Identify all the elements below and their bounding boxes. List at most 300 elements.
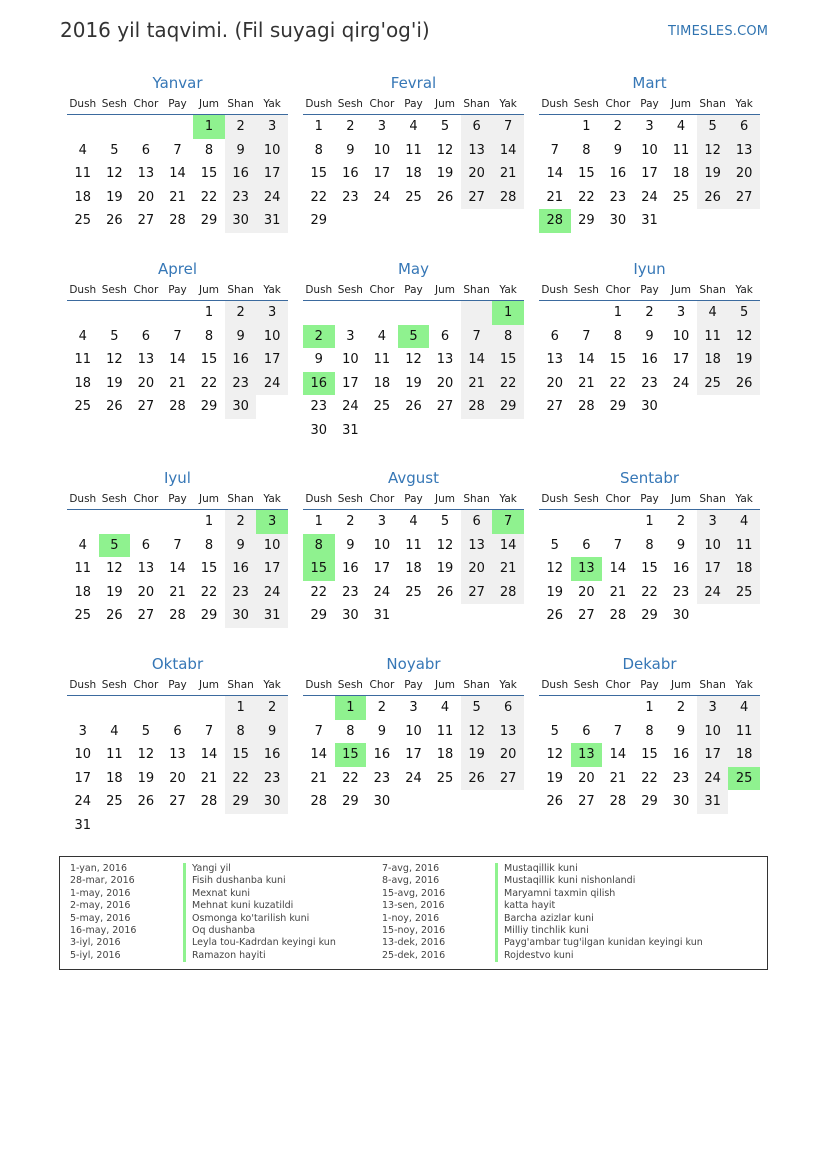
day-cell: 4: [728, 696, 760, 720]
day-cell: 15: [641, 747, 658, 762]
weekday-label: Dush: [305, 493, 333, 505]
day-cell: 22: [641, 770, 658, 786]
day-cell: 21: [609, 584, 627, 600]
weekday-label: Pay: [640, 493, 659, 505]
day-cell: 13: [492, 720, 524, 744]
weekday-label: Jum: [199, 98, 220, 110]
day-cell: 20: [461, 557, 493, 581]
day-cell: 8: [204, 537, 214, 553]
day-cell: 3: [256, 301, 288, 325]
holiday-name: Osmonga ko'tarilish kuni: [183, 913, 309, 925]
weekday-label: Sesh: [101, 284, 127, 296]
holiday-list-left: [70, 863, 336, 962]
day-cell: 12: [106, 166, 123, 181]
weekday-label: Shan: [463, 679, 490, 691]
holiday-name: Milliy tinchlik kuni: [495, 925, 589, 937]
day-cell: 21: [169, 375, 186, 391]
day-cell: 12: [436, 142, 454, 158]
day-cell: 28: [200, 794, 218, 809]
day-cell: 12: [137, 747, 155, 762]
day-cell: 25: [106, 794, 123, 809]
day-cell: 8: [314, 142, 323, 158]
empty-cell: [99, 115, 131, 139]
day-cell: 2: [377, 700, 387, 715]
month-noyabr: [303, 654, 524, 814]
day-cell: 30: [256, 790, 288, 814]
day-cell: 9: [613, 142, 623, 158]
day-cell: 6: [582, 723, 591, 739]
day-cell: 30: [641, 399, 658, 414]
day-cell: 17: [342, 375, 359, 391]
day-cell: 1: [613, 305, 623, 320]
day-cell: 1: [645, 514, 654, 529]
weekday-label: Dush: [541, 493, 569, 505]
empty-cell: [602, 510, 634, 534]
weekday-label: Shan: [699, 284, 726, 296]
empty-cell: [539, 115, 571, 139]
holiday-date: 1-noy, 2016: [382, 912, 440, 924]
month-name: Fevral: [390, 74, 437, 92]
day-cell: 18: [405, 561, 422, 576]
empty-cell: [539, 696, 571, 720]
holiday-date: 15-noy, 2016: [382, 924, 446, 936]
day-cell: 10: [373, 142, 391, 158]
weekday-label: Dush: [305, 284, 333, 296]
day-cell: 12: [728, 325, 760, 349]
weekday-label: Sesh: [337, 98, 363, 110]
day-cell: 15: [578, 166, 595, 181]
holiday-row: [382, 913, 703, 925]
holiday-row: [382, 875, 703, 887]
day-cell: 5: [697, 115, 729, 139]
holiday-day-cell: 25: [728, 767, 760, 791]
holiday-day-cell: 7: [492, 510, 524, 534]
day-cell: 29: [200, 213, 218, 228]
day-cell: 17: [373, 166, 391, 181]
day-cell: 3: [676, 305, 686, 320]
day-cell: 9: [256, 720, 288, 744]
day-cell: 4: [377, 328, 387, 344]
day-cell: 13: [546, 352, 564, 367]
empty-cell: [67, 510, 99, 534]
empty-cell: [162, 510, 194, 534]
day-cell: 4: [728, 510, 760, 534]
day-cell: 26: [461, 767, 493, 791]
weekday-label: Jum: [435, 679, 456, 691]
day-cell: 21: [461, 372, 493, 396]
holiday-name: Barcha azizlar kuni: [495, 913, 594, 925]
weekday-label: Pay: [168, 493, 187, 505]
day-cell: 19: [546, 584, 564, 600]
day-cell: 10: [672, 328, 690, 344]
day-cell: 10: [697, 720, 729, 744]
day-cell: 22: [200, 584, 218, 600]
day-cell: 23: [342, 189, 359, 205]
day-cell: 9: [377, 723, 387, 739]
day-cell: 15: [200, 352, 218, 367]
day-cell: 24: [697, 767, 729, 791]
day-cell: 19: [436, 166, 454, 181]
empty-cell: [130, 696, 162, 720]
day-cell: 30: [373, 794, 391, 809]
day-cell: 16: [256, 743, 288, 767]
day-cell: 29: [641, 608, 658, 623]
day-cell: 19: [106, 189, 123, 205]
weekday-label: Pay: [640, 679, 659, 691]
day-cell: 14: [169, 166, 186, 181]
weekday-label: Jum: [435, 493, 456, 505]
day-cell: 25: [74, 399, 92, 414]
weekday-label: Dush: [541, 679, 569, 691]
holiday-day-cell: 15: [335, 743, 367, 767]
day-cell: 16: [609, 166, 627, 181]
day-cell: 30: [225, 395, 257, 419]
day-cell: 23: [342, 584, 359, 600]
weekday-label: Chor: [605, 98, 631, 110]
day-cell: 13: [728, 139, 760, 163]
weekday-label: Shan: [227, 493, 254, 505]
empty-cell: [162, 301, 194, 325]
day-cell: 18: [373, 375, 391, 391]
day-cell: 12: [546, 747, 564, 762]
month-name: Mart: [632, 74, 667, 92]
day-cell: 27: [578, 608, 595, 623]
day-cell: 11: [728, 720, 760, 744]
day-cell: 6: [141, 328, 151, 344]
day-cell: 6: [582, 537, 591, 553]
day-cell: 26: [546, 608, 564, 623]
day-cell: 14: [492, 139, 524, 163]
weekday-header: [67, 674, 288, 696]
empty-cell: [303, 696, 335, 720]
day-cell: 12: [461, 720, 493, 744]
holiday-name: Fisih dushanba kuni: [183, 875, 286, 887]
holiday-name: Ramazon hayiti: [183, 950, 266, 962]
holiday-name: Payg'ambar tug'ilgan kunidan keyingi kun: [495, 937, 703, 949]
day-cell: 16: [672, 561, 690, 576]
day-cell: 18: [436, 747, 454, 762]
day-cell: 28: [310, 794, 328, 809]
day-cell: 7: [173, 537, 182, 553]
day-cell: 26: [436, 584, 454, 600]
weekday-label: Jum: [671, 284, 692, 296]
weekday-header: [539, 488, 760, 510]
day-cell: 10: [697, 534, 729, 558]
holiday-date: 28-mar, 2016: [70, 875, 135, 887]
day-cell: 21: [492, 162, 524, 186]
day-grid: [67, 115, 288, 233]
day-cell: 26: [436, 189, 454, 205]
day-cell: 9: [225, 325, 257, 349]
weekday-label: Shan: [227, 679, 254, 691]
day-cell: 25: [373, 399, 391, 414]
day-cell: 30: [672, 794, 690, 809]
month-name: Iyul: [164, 469, 191, 487]
day-cell: 10: [256, 139, 288, 163]
empty-cell: [571, 510, 603, 534]
weekday-label: Sesh: [101, 679, 127, 691]
day-grid: [539, 696, 760, 814]
day-cell: 26: [697, 186, 729, 210]
weekday-label: Pay: [404, 98, 423, 110]
day-cell: 24: [342, 399, 359, 414]
day-cell: 30: [310, 422, 328, 438]
day-cell: 2: [346, 514, 355, 529]
day-cell: 2: [256, 696, 288, 720]
day-cell: 19: [106, 584, 123, 600]
day-cell: 22: [492, 372, 524, 396]
holiday-row: [70, 863, 336, 875]
day-cell: 15: [609, 352, 627, 367]
day-cell: 6: [492, 696, 524, 720]
weekday-label: Shan: [463, 98, 490, 110]
day-cell: 4: [676, 119, 686, 134]
holiday-day-cell: 13: [571, 557, 603, 581]
day-cell: 1: [204, 514, 214, 529]
day-cell: 17: [697, 743, 729, 767]
day-cell: 13: [137, 166, 155, 181]
day-cell: 29: [225, 790, 257, 814]
weekday-label: Dush: [69, 98, 97, 110]
day-cell: 4: [78, 142, 87, 158]
page-title: 2016 yil taqvimi. (Fil suyagi qirg'og'i): [60, 18, 430, 42]
weekday-label: Sesh: [573, 284, 599, 296]
empty-cell: [67, 696, 99, 720]
day-cell: 1: [314, 119, 323, 134]
weekday-header: [303, 93, 524, 115]
day-cell: 30: [672, 608, 690, 623]
day-cell: 27: [461, 581, 493, 605]
month-name: Avgust: [388, 469, 439, 487]
day-cell: 26: [405, 399, 422, 414]
day-cell: 5: [728, 301, 760, 325]
empty-cell: [571, 696, 603, 720]
day-cell: 29: [342, 794, 359, 809]
weekday-label: Jum: [435, 284, 456, 296]
holiday-day-cell: 8: [303, 534, 335, 558]
day-cell: 15: [641, 561, 658, 576]
day-cell: 29: [609, 399, 627, 414]
day-cell: 20: [728, 162, 760, 186]
day-cell: 27: [728, 186, 760, 210]
empty-cell: [99, 696, 131, 720]
day-cell: 2: [346, 119, 355, 134]
weekday-label: Chor: [369, 493, 395, 505]
day-cell: 19: [697, 162, 729, 186]
day-cell: 7: [613, 723, 623, 739]
day-cell: 27: [461, 186, 493, 210]
holiday-date: 1-yan, 2016: [70, 863, 127, 874]
day-cell: 18: [74, 189, 92, 205]
day-grid: [303, 510, 524, 628]
weekday-label: Sesh: [337, 284, 363, 296]
weekday-header: [539, 674, 760, 696]
weekday-label: Yak: [735, 98, 753, 110]
day-cell: 2: [225, 301, 257, 325]
day-cell: 4: [110, 723, 119, 739]
day-cell: 25: [436, 770, 454, 786]
weekday-label: Pay: [168, 679, 187, 691]
day-cell: 15: [225, 743, 257, 767]
day-cell: 26: [728, 372, 760, 396]
weekday-label: Jum: [199, 493, 220, 505]
holiday-date: 5-iyl, 2016: [70, 949, 121, 961]
day-cell: 24: [373, 584, 391, 600]
day-cell: 21: [200, 770, 218, 786]
day-cell: 8: [582, 142, 591, 158]
day-cell: 24: [641, 189, 658, 205]
weekday-label: Chor: [605, 493, 631, 505]
day-cell: 3: [697, 696, 729, 720]
day-cell: 9: [346, 142, 355, 158]
holiday-name: katta hayit: [495, 900, 555, 912]
day-cell: 6: [461, 510, 493, 534]
empty-cell: [366, 301, 398, 325]
day-cell: 6: [141, 537, 151, 553]
day-cell: 21: [492, 557, 524, 581]
day-cell: 3: [645, 119, 654, 134]
weekday-label: Dush: [541, 284, 569, 296]
day-grid: [303, 696, 524, 814]
day-cell: 20: [578, 770, 595, 786]
holiday-name: Rojdestvo kuni: [495, 950, 574, 962]
day-cell: 27: [492, 767, 524, 791]
holiday-date: 3-iyl, 2016: [70, 937, 121, 949]
brand-link[interactable]: TIMESLES.COM: [668, 24, 769, 39]
day-grid: [303, 115, 524, 233]
day-cell: 29: [310, 213, 328, 228]
day-cell: 22: [200, 189, 218, 205]
weekday-label: Chor: [605, 284, 631, 296]
weekday-label: Sesh: [337, 493, 363, 505]
day-cell: 5: [110, 142, 119, 158]
month-name: May: [397, 260, 429, 278]
day-cell: 5: [550, 537, 559, 553]
holiday-row: [70, 913, 336, 925]
weekday-header: [67, 488, 288, 510]
weekday-label: Yak: [499, 493, 517, 505]
day-cell: 13: [461, 139, 493, 163]
weekday-label: Jum: [671, 493, 692, 505]
day-cell: 15: [310, 166, 328, 181]
empty-cell: [461, 301, 493, 325]
day-cell: 9: [225, 534, 257, 558]
day-cell: 18: [728, 743, 760, 767]
day-cell: 5: [141, 723, 151, 739]
day-cell: 30: [225, 604, 257, 628]
day-cell: 25: [405, 189, 422, 205]
day-cell: 10: [256, 534, 288, 558]
day-cell: 26: [546, 794, 564, 809]
day-cell: 23: [641, 375, 658, 391]
day-cell: 20: [137, 584, 155, 600]
weekday-label: Pay: [404, 679, 423, 691]
day-cell: 8: [204, 328, 214, 344]
day-cell: 11: [405, 537, 422, 553]
weekday-label: Pay: [640, 98, 659, 110]
day-cell: 27: [137, 213, 155, 228]
weekday-label: Jum: [199, 679, 220, 691]
month-name: Yanvar: [152, 74, 203, 92]
weekday-header: [303, 279, 524, 301]
weekday-label: Yak: [735, 284, 753, 296]
day-cell: 3: [377, 119, 387, 134]
weekday-label: Chor: [605, 679, 631, 691]
month-name: Aprel: [157, 260, 198, 278]
day-cell: 21: [609, 770, 627, 786]
day-cell: 2: [645, 305, 654, 320]
day-cell: 5: [440, 514, 450, 529]
month-mart: [539, 73, 760, 233]
day-cell: 4: [440, 700, 450, 715]
day-cell: 1: [204, 305, 214, 320]
holiday-row: [70, 925, 336, 937]
weekday-label: Pay: [640, 284, 659, 296]
day-cell: 21: [169, 584, 186, 600]
day-cell: 23: [609, 189, 627, 205]
day-cell: 19: [546, 770, 564, 786]
day-cell: 14: [609, 747, 627, 762]
day-cell: 15: [492, 348, 524, 372]
day-cell: 18: [405, 166, 422, 181]
day-cell: 8: [645, 537, 654, 553]
day-cell: 6: [728, 115, 760, 139]
day-cell: 14: [200, 747, 218, 762]
day-grid: [303, 301, 524, 442]
holiday-row: [382, 888, 703, 900]
weekday-label: Dush: [305, 679, 333, 691]
day-cell: 6: [173, 723, 182, 739]
empty-cell: [130, 510, 162, 534]
day-cell: 11: [728, 534, 760, 558]
month-dekabr: [539, 654, 760, 814]
holiday-day-cell: 15: [303, 557, 335, 581]
day-cell: 6: [141, 142, 151, 158]
day-cell: 24: [74, 794, 92, 809]
weekday-label: Yak: [263, 284, 281, 296]
day-cell: 8: [645, 723, 654, 739]
month-name: Iyun: [633, 260, 666, 278]
weekday-label: Yak: [263, 98, 281, 110]
day-cell: 7: [613, 537, 623, 553]
day-cell: 17: [256, 557, 288, 581]
day-cell: 3: [78, 723, 87, 739]
day-cell: 31: [256, 209, 288, 233]
day-cell: 29: [641, 794, 658, 809]
weekday-header: [539, 93, 760, 115]
weekday-label: Yak: [499, 98, 517, 110]
day-cell: 28: [461, 395, 493, 419]
holiday-row: [70, 888, 336, 900]
day-cell: 7: [314, 723, 323, 739]
day-cell: 24: [697, 581, 729, 605]
day-cell: 8: [204, 142, 214, 158]
day-cell: 11: [106, 747, 123, 762]
weekday-label: Jum: [435, 98, 456, 110]
weekday-label: Chor: [369, 679, 395, 691]
day-cell: 14: [546, 166, 564, 181]
day-cell: 27: [546, 399, 564, 414]
day-cell: 17: [74, 770, 92, 786]
holiday-day-cell: 13: [571, 743, 603, 767]
day-cell: 27: [137, 399, 155, 414]
day-cell: 17: [641, 166, 658, 181]
day-grid: [539, 510, 760, 628]
weekday-label: Shan: [227, 284, 254, 296]
empty-cell: [162, 696, 194, 720]
weekday-header: [67, 93, 288, 115]
weekday-label: Sesh: [337, 679, 363, 691]
